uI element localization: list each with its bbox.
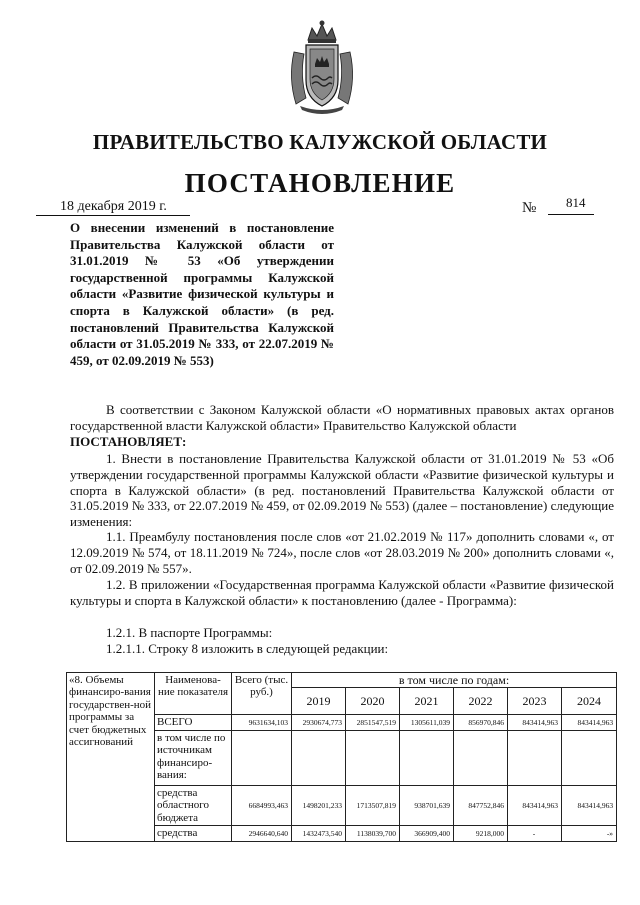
funding-table [66, 672, 616, 842]
date-underline [36, 215, 190, 216]
row-value: 1498201,233 [292, 785, 346, 826]
row-total: 2946640,640 [232, 826, 292, 842]
row-value: 1138039,700 [346, 826, 400, 842]
header-total [232, 673, 292, 715]
paragraph-1-2-1: 1.2.1. В паспорте Программы: [106, 625, 273, 640]
document-type-title: ПОСТАНОВЛЕНИЕ [184, 168, 456, 198]
row-value: 847752,846 [454, 785, 508, 826]
row-label: «8. Объемы финансиро-вания государствен-ной программы за счет бюджетных ассигнований [69, 674, 152, 749]
government-title: ПРАВИТЕЛЬСТВО КАЛУЖСКОЙ ОБЛАСТИ [92, 130, 548, 154]
row-value: 843414,963 [562, 785, 617, 826]
row-value: 2930674,773 [292, 715, 346, 731]
row-indicator: в том числе по источникам финансиро-вания: [155, 730, 232, 785]
row-value: 843414,963 [562, 715, 617, 731]
row-value: 2851547,519 [346, 715, 400, 731]
row-value: 856970,846 [454, 715, 508, 731]
year-header: 2022 [454, 688, 508, 715]
year-header: 2019 [292, 688, 346, 715]
document-number: 814 [566, 195, 586, 210]
row-total [232, 730, 292, 785]
intro-paragraph [70, 402, 614, 449]
paragraph-1-1: 1.1. Преамбулу постановления после слов «от 21.02.2019 № 117» дополнить словами «, от 12.09.2019 № 574, от 18.11.2019 № 724», после слов «от 28.03.2019 № 200» дополнить словами «, от 02.09.2019 № 557». [70, 529, 614, 576]
paragraph-1: 1. Внести в постановление Правительства Калужской области от 31.01.2019 № 53 «Об утверждении государственной программы Калужской области «Развитие физической культуры и спорта в Калужской области» (в ред. постановлений Правительства Калужской области от 31.05.2019 № 333, от 22.07.2019 № 459, от 02.09.2019 № 553) (далее – постановление) следующие изменения: [70, 451, 614, 530]
row-value [562, 730, 617, 785]
intro-text: В соответствии с Законом Калужской области «О нормативных правовых актах органов государственной власти Калужской области» Правительство Калужской области [70, 402, 614, 433]
row-value [400, 730, 454, 785]
row-value: 843414,963 [508, 715, 562, 731]
row-value: 938701,639 [400, 785, 454, 826]
row-value: 9218,000 [454, 826, 508, 842]
document-subject: О внесении изменений в постановление Правительства Калужской области от 31.01.2019 № 53 «Об утверждении государственной программы Калужской области «Развитие физической культуры и спорта в Калужской области» (в ред. постановлений Правительства Калужской области от 31.05.2019 № 333, от 22.07.2019 № 459, от 02.09.2019 № 553) [70, 220, 334, 368]
header-by-years-text: в том числе по годам: [398, 673, 510, 687]
year-header: 2023 [508, 688, 562, 715]
row-value [292, 730, 346, 785]
row-label-cell [67, 673, 155, 842]
row-indicator: средства областного бюджета [155, 785, 232, 826]
row-value: 1713507,819 [346, 785, 400, 826]
row-value: - [508, 826, 562, 842]
row-value: 843414,963 [508, 785, 562, 826]
header-total-text: Всего (тыс. руб.) [234, 674, 289, 698]
row-indicator: средства [155, 826, 232, 842]
header-indicator-name [155, 673, 232, 715]
number-label: № [522, 200, 537, 216]
document-date: 18 декабря 2019 г. [60, 199, 167, 214]
paragraph-1-2: 1.2. В приложении «Государственная программа Калужской области «Развитие физической культуры и спорта в Калужской области» к постановлению (далее - Программа): [70, 577, 614, 608]
row-value: -» [562, 826, 617, 842]
number-underline [548, 214, 594, 215]
paragraph-1-2-1-1: 1.2.1.1. Строку 8 изложить в следующей редакции: [106, 641, 389, 656]
row-value [454, 730, 508, 785]
row-value: 1305611,039 [400, 715, 454, 731]
coat-of-arms-emblem [286, 18, 358, 114]
row-value [508, 730, 562, 785]
row-total: 9631634,103 [232, 715, 292, 731]
resolves-keyword: ПОСТАНОВЛЯЕТ: [70, 433, 187, 449]
year-header: 2020 [346, 688, 400, 715]
year-header: 2021 [400, 688, 454, 715]
year-header: 2024 [562, 688, 617, 715]
row-indicator: ВСЕГО [155, 715, 232, 731]
header-indicator-name-text: Наименова-ние показателя [157, 674, 229, 698]
row-value [346, 730, 400, 785]
header-by-years [292, 673, 617, 688]
row-total: 6684993,463 [232, 785, 292, 826]
row-value: 366909,400 [400, 826, 454, 842]
row-value: 1432473,540 [292, 826, 346, 842]
